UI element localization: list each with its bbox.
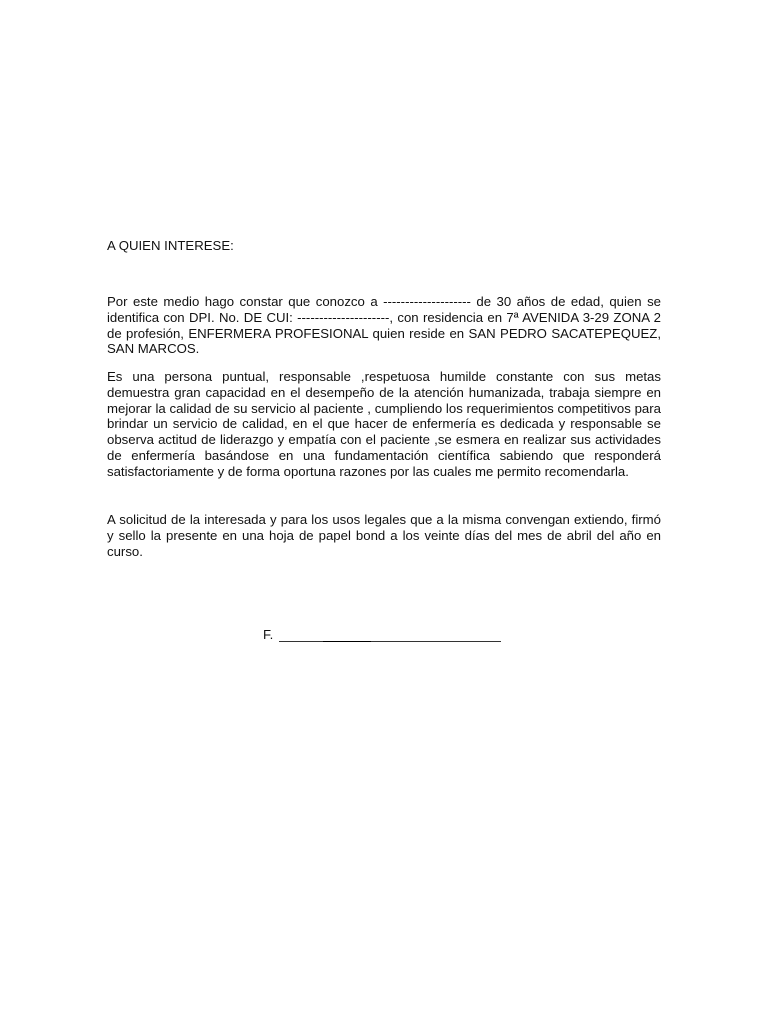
signature-line [279,629,501,642]
paragraph-recommendation: Es una persona puntual, responsable ,respetuosa humilde constante con sus metas demuestra gran capacidad en el desempeño de la atención humanizada, trabaja siempre en mejorar la calidad de su servicio al paciente , cumpliendo los requerimientos competitivos para brindar un servicio de calidad, en el que hacer de enfermería es dedicada y responsable se observa actitud de liderazgo y empatía con el paciente ,se esmera en realizar sus actividades de enfermería basándose en una fundamentación científica sabiendo que responderá satisfactoriamente y de forma oportuna razones por las cuales me permito recomendarla. [107,369,661,479]
paragraph-identification: Por este medio hago constar que conozco a -------------------- de 30 años de edad, quien se identifica con DPI. No. DE CUI: ---------------------, con residencia en 7ª AVENIDA 3-29 ZONA 2 de profesión, ENFERMERA PROFESIONAL quien reside en SAN PEDRO SACATEPEQUEZ, SAN MARCOS. [107,294,661,357]
signature-block [263,627,501,642]
signature-label: F. [263,627,274,642]
paragraph-closing: A solicitud de la interesada y para los usos legales que a la misma convengan extiendo, firmó y sello la presente en una hoja de papel bond a los veinte días del mes de abril del año en curso. [107,512,661,559]
salutation: A QUIEN INTERESE: [107,238,234,253]
